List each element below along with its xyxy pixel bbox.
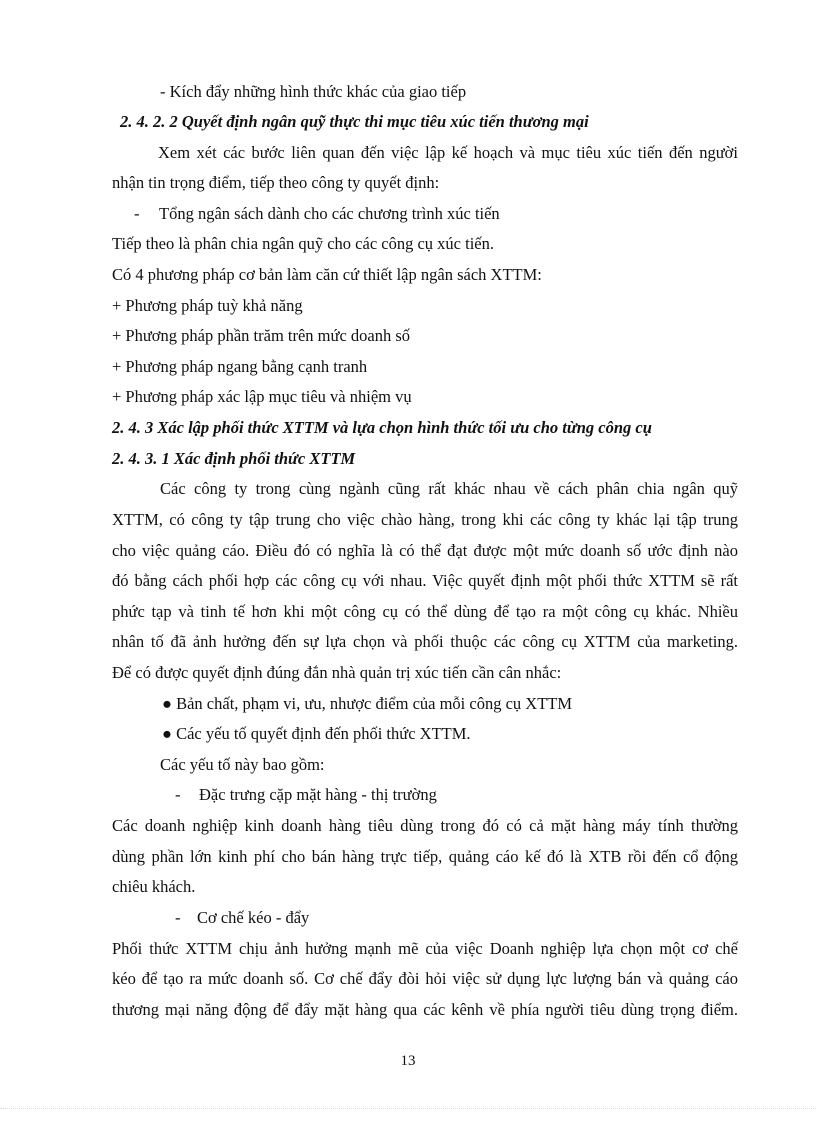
paragraph-line: dùng phần lớn kinh phí cho bán hàng trực tiếp, quảng cáo kế đó là XTB rồi đến cổ động — [112, 847, 738, 866]
page-footer-divider — [0, 1108, 816, 1109]
paragraph-line: Các doanh nghiệp kinh doanh hàng tiêu dùng trong đó có cả mặt hàng máy tính thường — [112, 816, 738, 835]
text-line: - Kích đẩy những hình thức khác của giao tiếp — [160, 82, 467, 101]
paragraph-line: Các công ty trong cùng ngành cũng rất khác nhau về cách phân chia ngân quỹ — [160, 479, 738, 498]
paragraph-line: Xem xét các bước liên quan đến việc lập kế hoạch và mục tiêu xúc tiến đến người — [158, 143, 738, 162]
dash-marker: - — [175, 785, 181, 804]
list-item: Cơ chế kéo - đẩy — [197, 908, 310, 927]
paragraph-line: nhận tin trọng điểm, tiếp theo công ty quyết định: — [112, 173, 440, 192]
paragraph-line: Có 4 phương pháp cơ bản làm căn cứ thiết lập ngân sách XTTM: — [112, 265, 542, 284]
section-heading: 2. 4. 2. 2 Quyết định ngân quỹ thực thi mục tiêu xúc tiến thương mại — [120, 112, 589, 131]
paragraph-line: thương mại năng động để đẩy mặt hàng qua các kênh về phía người tiêu dùng trọng điểm. — [112, 1000, 738, 1019]
list-item: + Phương pháp ngang bằng cạnh tranh — [112, 357, 368, 376]
paragraph-line: kéo để tạo ra mức doanh số. Cơ chế đẩy đòi hỏi việc sử dụng lực lượng bán và quảng cáo — [112, 969, 738, 988]
section-heading: 2. 4. 3 Xác lập phối thức XTTM và lựa chọn hình thức tối ưu cho từng công cụ — [112, 418, 652, 437]
paragraph-line: nhân tố đã ảnh hưởng đến sự lựa chọn và phối thuộc các công cụ XTTM của marketing. — [112, 632, 738, 651]
page-number: 13 — [400, 1053, 416, 1069]
list-item: Đặc trưng cặp mặt hàng - thị trường — [199, 785, 437, 804]
bullet-item: ● Các yếu tố quyết định đến phối thức XTTM. — [162, 724, 471, 743]
paragraph-line: Tiếp theo là phân chia ngân quỹ cho các công cụ xúc tiến. — [112, 234, 494, 253]
paragraph-line: XTTM, có công ty tập trung cho việc chào hàng, trong khi các công ty khác lại tập trung — [112, 510, 738, 529]
section-heading: 2. 4. 3. 1 Xác định phối thức XTTM — [112, 449, 356, 468]
paragraph-line: cho việc quảng cáo. Điều đó có nghĩa là có thể đạt được một mức doanh số ước định nào — [112, 541, 738, 560]
list-item: + Phương pháp xác lập mục tiêu và nhiệm vụ — [112, 387, 412, 406]
list-item: + Phương pháp tuỳ khả năng — [112, 296, 303, 315]
dash-marker: - — [175, 908, 181, 927]
list-item: + Phương pháp phần trăm trên mức doanh số — [112, 326, 411, 345]
paragraph-line: Phối thức XTTM chịu ảnh hưởng mạnh mẽ của việc Doanh nghiệp lựa chọn một cơ chế — [112, 939, 738, 958]
paragraph-line: chiêu khách. — [112, 877, 196, 896]
paragraph-line: đó bằng cách phối hợp các công cụ với nhau. Việc quyết định một phối thức XTTM sẽ rất — [112, 571, 738, 590]
paragraph-line: Các yếu tố này bao gồm: — [160, 755, 325, 774]
paragraph-line: Để có được quyết định đúng đắn nhà quản trị xúc tiến cần cân nhắc: — [112, 663, 562, 682]
dash-marker: - — [134, 204, 140, 223]
paragraph-line: phức tạp và tinh tế hơn khi một công cụ có thể dùng để tạo ra một công cụ khác. Nhiều — [112, 602, 738, 621]
list-item: Tổng ngân sách dành cho các chương trình xúc tiến — [159, 204, 500, 223]
bullet-item: ● Bản chất, phạm vi, ưu, nhược điểm của mỗi công cụ XTTM — [162, 694, 573, 713]
